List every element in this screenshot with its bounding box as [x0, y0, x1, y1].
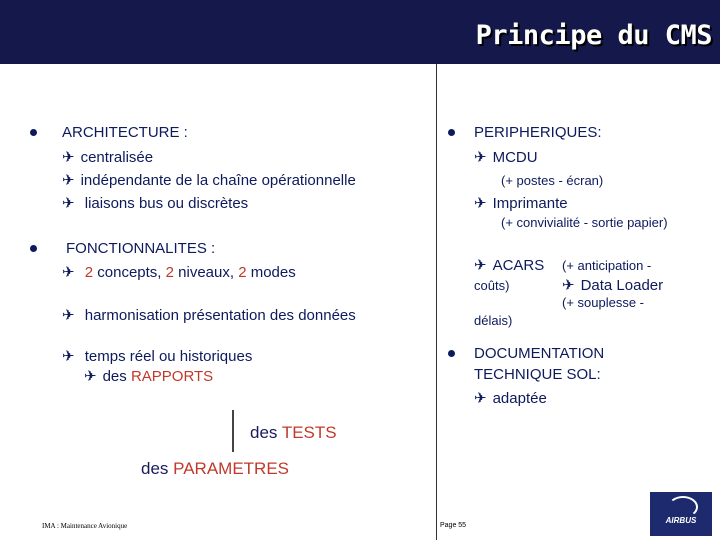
couts-text: coûts) [474, 278, 510, 293]
logo-swirl-icon [668, 496, 698, 518]
acars-line: ✈ ACARS [474, 256, 545, 274]
mcdu-note: (+ postes - écran) [501, 173, 604, 188]
concepts-line: ✈ 2 concepts, 2 niveaux, 2 modes [62, 263, 296, 281]
parametres-line: des PARAMETRES [141, 459, 290, 478]
architecture-item: ✈ indépendante de la chaîne opérationnelle [62, 171, 356, 189]
column-divider [436, 64, 437, 540]
architecture-item: ✈ liaisons bus ou discrètes [62, 194, 249, 212]
harmonisation-line: ✈ harmonisation présentation des données [62, 306, 356, 324]
logo-text: AIRBUS [665, 516, 697, 525]
documentation-heading-line1: DOCUMENTATION [474, 345, 605, 362]
airplane-icon: ✈ [62, 148, 75, 166]
tests-line: des TESTS [250, 423, 337, 442]
bullet-icon [448, 129, 455, 136]
data-loader-note: (+ souplesse - [562, 295, 645, 310]
delais-text: délais) [474, 313, 513, 328]
acars-note: (+ anticipation - [562, 258, 652, 273]
architecture-heading: ARCHITECTURE : [62, 124, 188, 141]
airplane-icon: ✈ [474, 256, 487, 274]
airplane-icon: ✈ [562, 276, 575, 294]
airplane-icon: ✈ [474, 389, 487, 407]
airplane-icon: ✈ [474, 194, 487, 212]
temps-reel-line: ✈ temps réel ou historiques [62, 347, 253, 365]
bullet-icon [30, 245, 37, 252]
bullet-icon [448, 350, 455, 357]
data-loader-line: ✈ Data Loader [562, 276, 664, 294]
airplane-icon: ✈ [84, 367, 97, 385]
imprimante-note: (+ convivialité - sortie papier) [501, 215, 668, 230]
architecture-item: ✈ centralisée [62, 148, 154, 166]
airplane-icon: ✈ [62, 263, 75, 281]
rapports-line: ✈ des RAPPORTS [84, 367, 214, 385]
fonctionnalites-heading: FONCTIONNALITES : [66, 240, 216, 257]
slide-title: Principe du CMS [475, 20, 712, 51]
imprimante-line: ✈ Imprimante [474, 194, 568, 212]
peripheriques-heading: PERIPHERIQUES: [474, 124, 602, 141]
bullet-icon [30, 129, 37, 136]
tests-connector [232, 410, 234, 452]
airplane-icon: ✈ [474, 148, 487, 166]
page-number: Page 55 [440, 522, 467, 529]
documentation-heading-line2: TECHNIQUE SOL: [474, 366, 601, 383]
footer-course-label: IMA : Maintenance Avionique [42, 522, 128, 530]
airplane-icon: ✈ [62, 171, 75, 189]
airplane-icon: ✈ [62, 194, 75, 212]
mcdu-line: ✈ MCDU [474, 148, 538, 166]
airplane-icon: ✈ [62, 347, 75, 365]
airplane-icon: ✈ [62, 306, 75, 324]
airbus-logo [650, 492, 712, 536]
adaptee-line: ✈ adaptée [474, 389, 547, 407]
